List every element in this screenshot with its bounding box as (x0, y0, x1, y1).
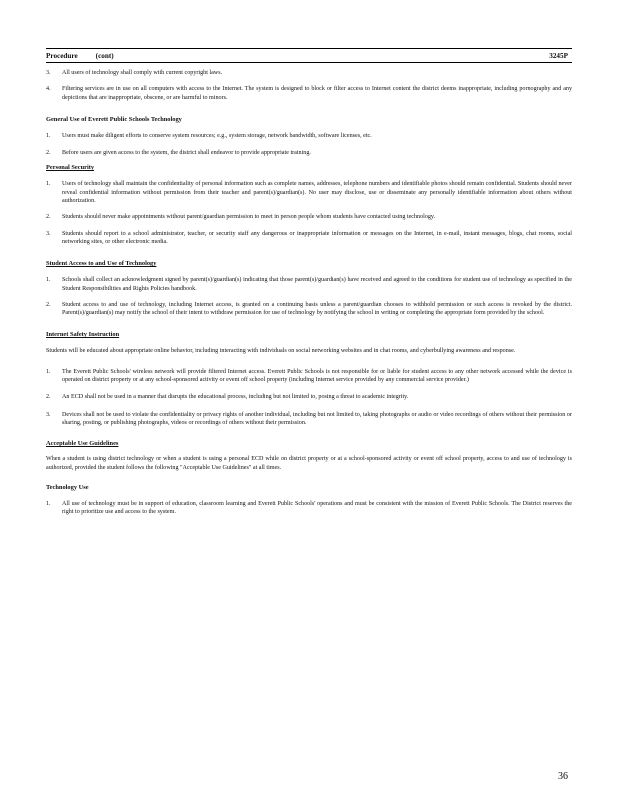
list-item: 3. Devices shall not be used to violate the confidentiality or privacy rights of another individual, including but not limited to, taking photographs or audio or video recordings of others without their permission or sharing, posting, or publishing photographs, videos or recordings of others without their permission. (46, 411, 572, 426)
list-item: 3. Students should report to a school administrator, teacher, or security staff any dangerous or inappropriate information or messages on the Internet, in e-mail, instant messages, blogs, chat rooms, social networking sites, or other electronic media. (46, 230, 572, 245)
section-heading-general: General Use of Everett Public Schools Technology (46, 115, 182, 123)
list-item: 2. Student access to and use of technology, including Internet access, is granted on a continuing basis unless a parent/guardian chooses to withhold permission or such access is revoked by the district. Parent(s)/guardian(s) may notify the school of their intent to withdraw permission for use of technology by notifying the school in writing or completing the appropriate form provided by the school. (46, 301, 572, 317)
header-cont: (cont) (95, 51, 114, 60)
document-page (46, 48, 572, 516)
list-item: 1. The Everett Public Schools' wireless network will provide filtered Internet access. Everett Public Schools is not responsible for or liable for student access to any other network accessed while the device is operated on district property or at any school-sponsored activity or event off school property (including Internet service provided by any commercial service provider.) (46, 368, 572, 384)
list-item: 2. Before users are given access to the system, the district shall endeavor to provide appropriate training. (46, 150, 311, 157)
section-heading-student-access: Student Access to and Use of Technology (46, 260, 157, 268)
acceptable-use-text: When a student is using district technology or when a student is using a personal ECD while on district property or at a school-sponsored activity or event off school property, access to and use of technology is authorized, provided the student follows the following "Acceptable Use Guidelines" at all times. (46, 456, 572, 471)
list-item: 1. Users must make diligent efforts to conserve system resources; e.g., system storage, network bandwidth, software licenses, etc. (46, 132, 372, 139)
list-item: 2. An ECD shall not be used in a manner that disrupts the educational process, including but not limited to, posing a threat to academic integrity. (46, 394, 409, 401)
section-heading-technology-use: Technology Use (46, 483, 89, 491)
internet-safety-intro: Students will be educated about appropriate online behavior, including interacting with individuals on social networking websites and in chat rooms, and cyberbullying awareness and response. (46, 348, 516, 355)
list-item: 1. All use of technology must be in support of education, classroom learning and Everett Public Schools' operations and must be consistent with the mission of Everett Public Schools. The District reserves the right to prioritize use and access to the system. (46, 500, 572, 516)
list-item: 1. Users of technology shall maintain the confidentiality of personal information such as complete names, addresses, telephone numbers and identifiable photos should remain confidential. Students should never reveal confidential information without permission from their teacher and parent(s)/guardian(s). No user may disclose, use or disseminate any personally identifiable information about others without authorization. (46, 181, 572, 205)
list-item: 4. Filtering services are in use on all computers with access to the Internet. The system is designed to block or filter access to Internet content the district deems inappropriate, including pornography and any depictions that are inappropriate, obscene, or are harmful to minors. (46, 86, 572, 101)
list-item: 3. All users of technology shall comply with current copyright laws. (46, 70, 223, 76)
section-heading-security: Personal Security (46, 164, 95, 172)
page-number: 36 (558, 771, 568, 782)
procedure-header (46, 48, 572, 63)
list-item: 1. Schools shall collect an acknowledgment signed by parent(s)/guardian(s) indicating that those parent(s)/guardian(s) have received and agreed to the conditions for student use of technology as specified in the Student Responsibilities and Rights Policies handbook. (46, 277, 572, 292)
section-heading-internet-safety: Internet Safety Instruction (46, 331, 120, 339)
section-heading-acceptable-use: Acceptable Use Guidelines (46, 440, 119, 448)
policy-code: 3245P (549, 51, 568, 60)
header-label: Procedure (46, 51, 78, 60)
list-item: 2. Students should never make appointments without parent/guardian permission to meet in person people whom students have contacted using technology. (46, 214, 436, 221)
